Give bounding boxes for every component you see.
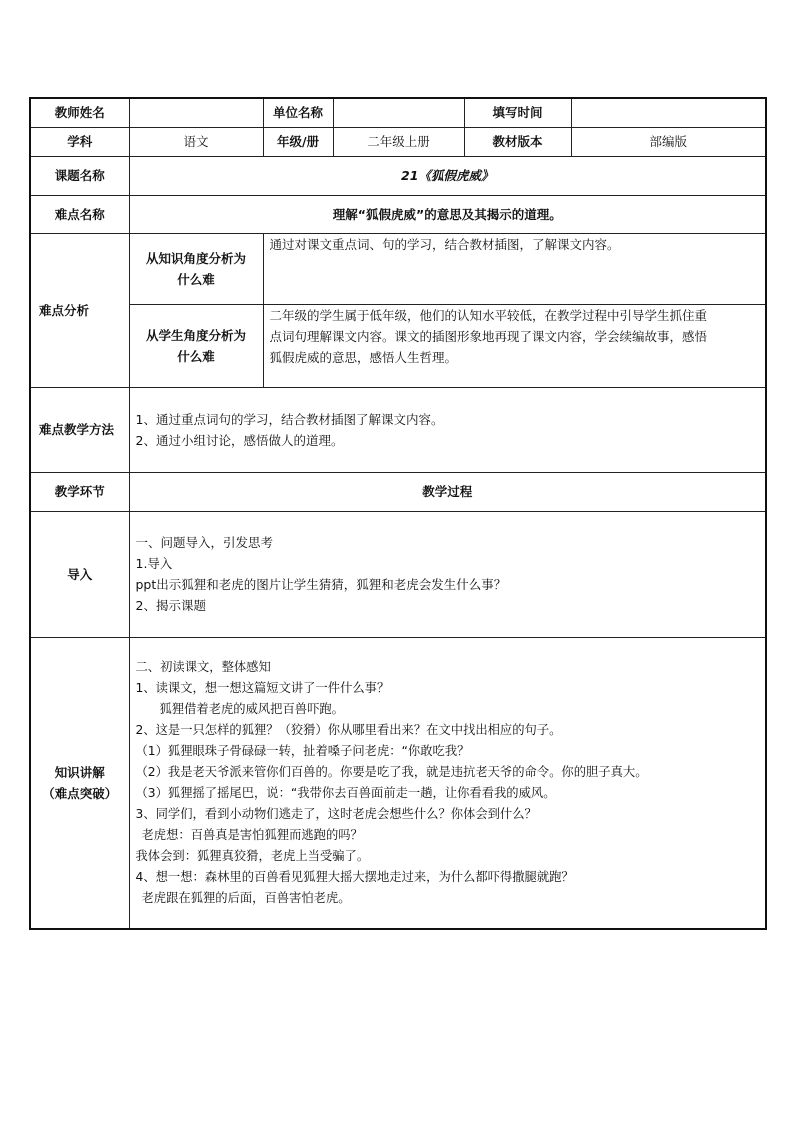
analysis-student-row [30, 304, 766, 387]
text-line: （1）狐狸眼珠子骨碌碌一转，扯着嗓子问老虎：“你敢吃我？ [135, 743, 470, 758]
text-line: 2、揭示课题 [135, 598, 206, 613]
lesson-label: 课题名称 [30, 156, 129, 195]
methods-label: 难点教学方法 [30, 387, 129, 472]
info-row-2 [30, 127, 766, 156]
text-line: 二年级的学生属于低年级，他们的认知水平较低，在教学过程中引导学生抓住重 [269, 307, 708, 323]
text-line: 我体会到：狐狸真狡猾，老虎上当受骗了。 [135, 848, 370, 863]
text-line: 老虎想：百兽真是害怕狐狸而逃跑的吗？ [141, 827, 363, 842]
text-line: 2、通过小组讨论，感悟做人的道理。 [135, 432, 344, 448]
text-line: （2）我是老天爷派来管你们百兽的。你要是吃了我，就是违抗老天爷的命令。你的胆子真大。 [135, 764, 648, 779]
date-value [571, 98, 766, 127]
knowledge-row [30, 637, 766, 929]
knowledge-angle-label [129, 233, 263, 304]
info-row-1 [30, 98, 766, 127]
student-angle-label-line: 什么难 [177, 348, 215, 364]
methods-text [129, 387, 766, 472]
methods-row [30, 387, 766, 472]
knowledge-label-line: （难点突破） [42, 785, 118, 801]
knowledge-angle-label-line: 什么难 [177, 271, 215, 287]
text-line: ppt出示狐狸和老虎的图片让学生猜猜，狐狸和老虎会发生什么事？ [135, 577, 507, 592]
lesson-title: 21《狐假虎威》 [129, 156, 766, 195]
difficulty-row [30, 195, 766, 233]
teacher-value [129, 98, 263, 127]
knowledge-angle-label-line: 从知识角度分析为 [145, 250, 246, 266]
text-line: 1、读课文，想一想这篇短文讲了一件什么事？ [135, 680, 390, 695]
grade-label: 年级/册 [263, 127, 333, 156]
edition-value: 部编版 [571, 127, 766, 156]
edition-label: 教材版本 [464, 127, 571, 156]
knowledge-label-line: 知识讲解 [54, 764, 105, 780]
grade-value: 二年级上册 [333, 127, 464, 156]
intro-row [30, 511, 766, 637]
text-line: 狐假虎威的意思，感悟人生哲理。 [269, 349, 458, 365]
text-line: 点词句理解课文内容。课文的插图形象地再现了课文内容，学会续编故事，感悟 [269, 328, 708, 344]
knowledge-label [30, 637, 129, 929]
unit-value [333, 98, 464, 127]
text-line: 4、想一想：森林里的百兽看见狐狸大摇大摆地走过来，为什么都吓得撒腿就跑？ [135, 869, 574, 884]
stage-header: 教学环节 [30, 472, 129, 511]
text-line: 3、同学们，看到小动物们逃走了，这时老虎会想些什么？你体会到什么？ [135, 806, 537, 821]
lesson-row [30, 156, 766, 195]
date-label: 填写时间 [464, 98, 571, 127]
text-line: 通过对课文重点词、句的学习，结合教材插图，了解课文内容。 [269, 236, 620, 252]
unit-label: 单位名称 [263, 98, 333, 127]
student-angle-label [129, 304, 263, 387]
subject-value: 语文 [129, 127, 263, 156]
text-line: 二、初读课文，整体感知 [135, 659, 271, 674]
analysis-label: 难点分析 [30, 233, 129, 387]
intro-text [129, 511, 766, 637]
student-angle-text [263, 304, 766, 387]
text-line: 老虎跟在狐狸的后面，百兽害怕老虎。 [141, 890, 351, 905]
knowledge-text [129, 637, 766, 929]
subject-label: 学科 [30, 127, 129, 156]
student-angle-label-line: 从学生角度分析为 [145, 327, 246, 343]
text-line: 狐狸借着老虎的威风把百兽吓跑。 [159, 701, 344, 716]
text-line: 一、问题导入，引发思考 [135, 535, 274, 550]
text-line: （3）狐狸摇了摇尾巴，说：“我带你去百兽面前走一趟，让你看看我的威风。 [135, 785, 556, 800]
text-line: 2、这是一只怎样的狐狸？（狡猾）你从哪里看出来？在文中找出相应的句子。 [135, 722, 562, 737]
difficulty-label: 难点名称 [30, 195, 129, 233]
analysis-knowledge-row [30, 233, 766, 304]
teacher-label: 教师姓名 [30, 98, 129, 127]
process-header-row [30, 472, 766, 511]
intro-label: 导入 [30, 511, 129, 637]
lesson-plan-table [29, 97, 767, 930]
text-line: 1.导入 [135, 556, 173, 571]
text-line: 1、通过重点词句的学习，结合教材插图了解课文内容。 [135, 411, 444, 427]
difficulty-value: 理解“狐假虎威”的意思及其揭示的道理。 [129, 195, 766, 233]
process-header: 教学过程 [129, 472, 766, 511]
knowledge-angle-text [263, 233, 766, 304]
